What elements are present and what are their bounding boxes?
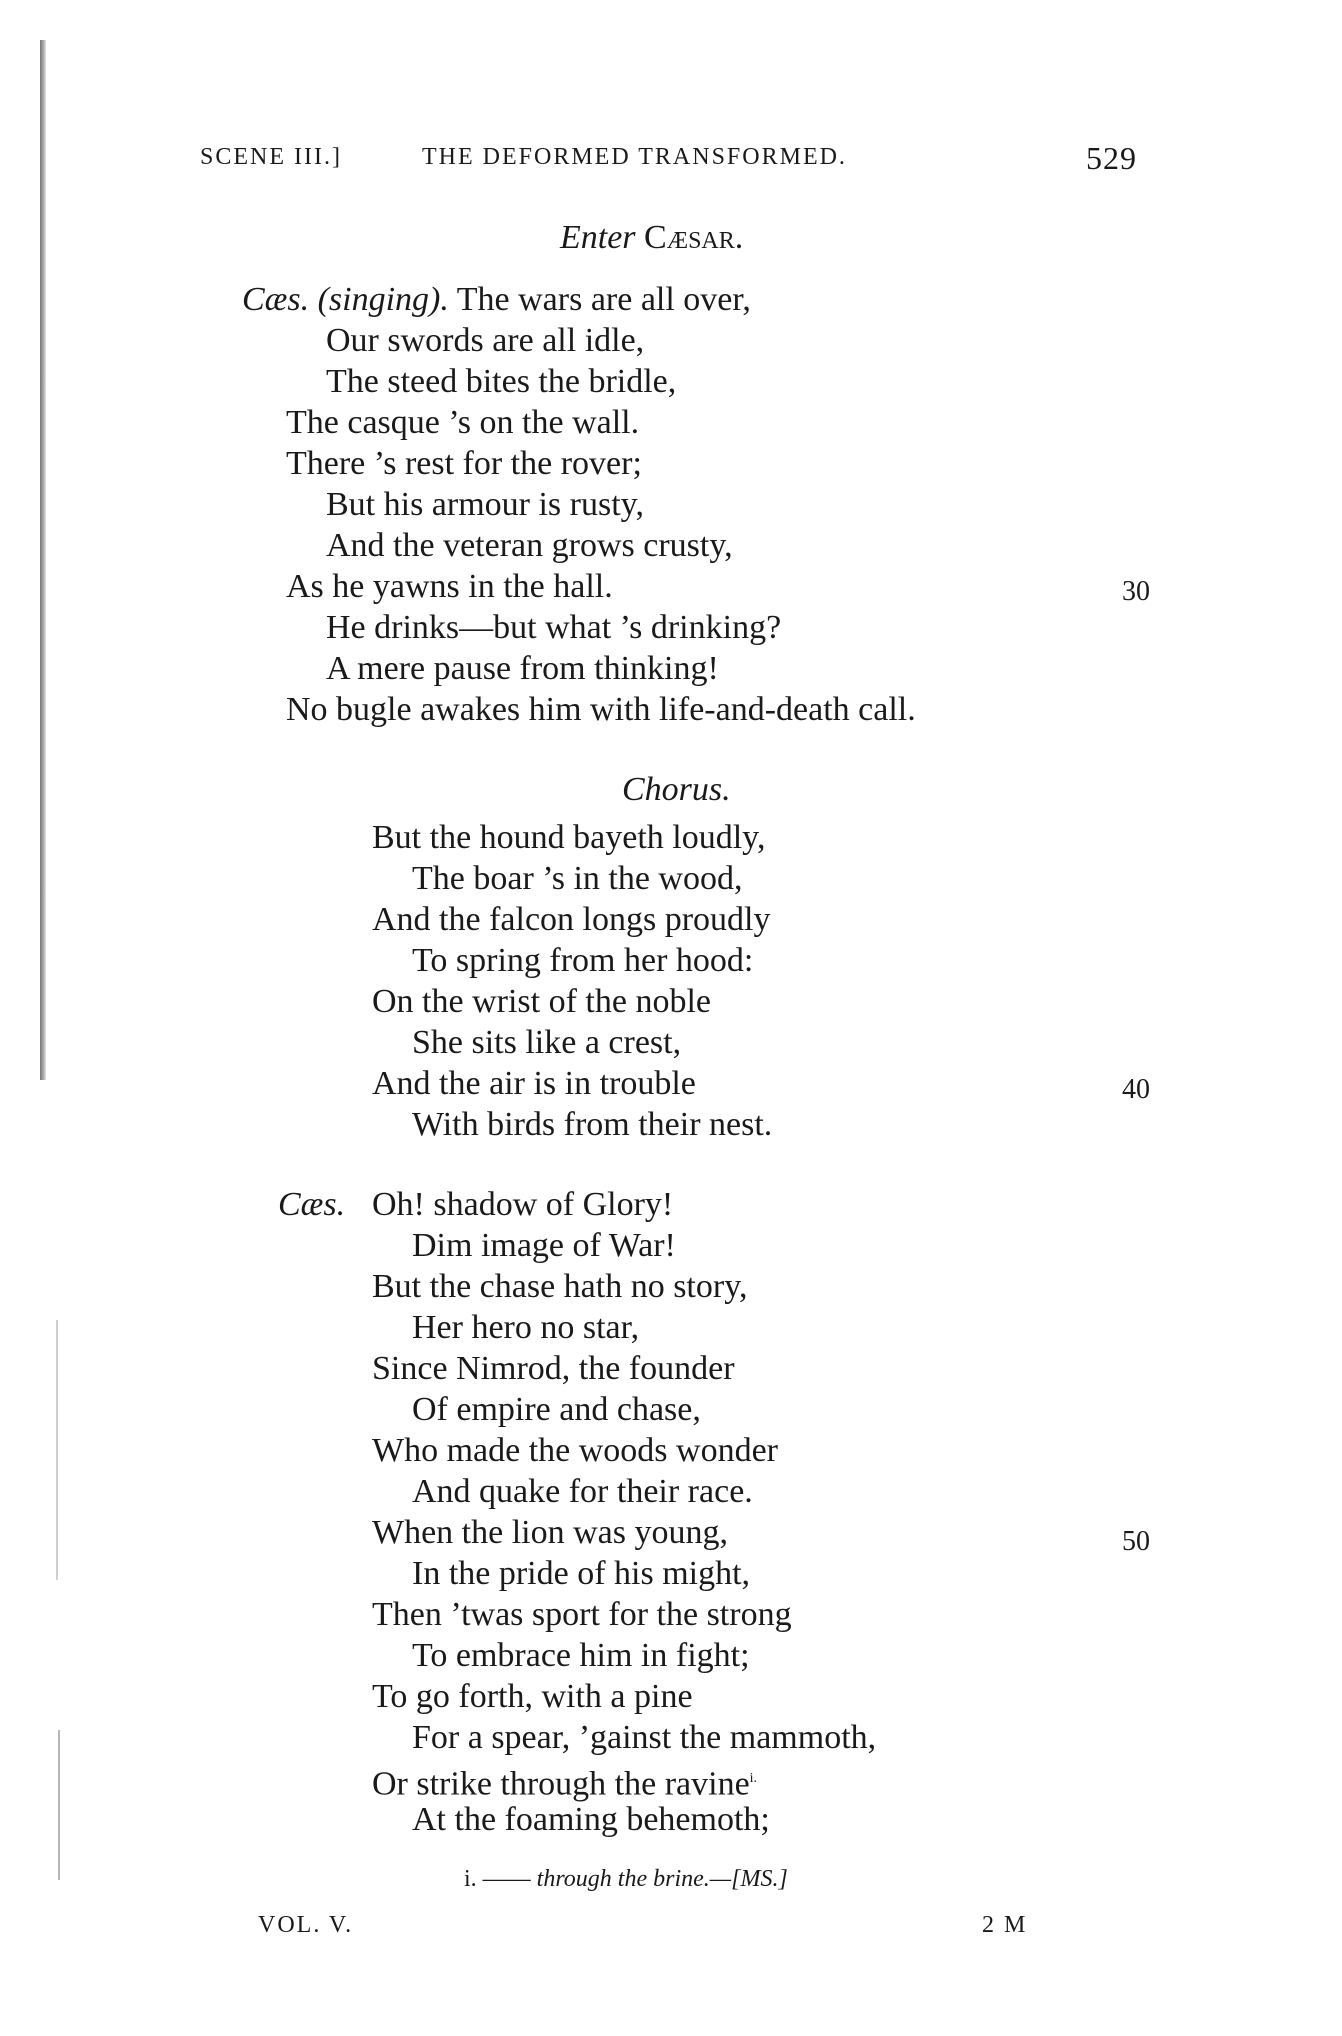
running-header bbox=[0, 140, 1342, 180]
speech1-line-6: But his armour is rusty, bbox=[326, 486, 644, 523]
speech2-line-13: To go forth, with a pine bbox=[372, 1678, 693, 1715]
footnote-source: —[MS.] bbox=[709, 1866, 788, 1892]
speech2-line-9: When the lion was young, bbox=[372, 1514, 728, 1551]
header-scene: SCENE III.] bbox=[200, 144, 342, 170]
speech1-line-4: The casque ’s on the wall. bbox=[286, 404, 640, 441]
speech1-line-11: No bugle awakes him with life-and-death call. bbox=[286, 691, 916, 728]
speech1-line-7: And the veteran grows crusty, bbox=[326, 527, 733, 564]
speech2-line-11: Then ’twas sport for the strong bbox=[372, 1596, 792, 1633]
speech1-line-2: Our swords are all idle, bbox=[326, 322, 645, 359]
speech2-line-7: Who made the woods wonder bbox=[372, 1432, 779, 1469]
speech1-line-8: As he yawns in the hall. bbox=[286, 568, 613, 605]
speech2-line-2: Dim image of War! bbox=[412, 1227, 676, 1264]
line-number-40: 40 bbox=[1122, 1074, 1150, 1105]
chorus-line-5: On the wrist of the noble bbox=[372, 983, 711, 1020]
speech2-line-16: At the foaming behemoth; bbox=[412, 1801, 770, 1838]
chorus-line-3: And the falcon longs proudly bbox=[372, 901, 771, 938]
stage-direction-verb: Enter bbox=[560, 219, 636, 256]
line-number-50: 50 bbox=[1122, 1526, 1150, 1557]
speech1-line-9: He drinks—but what ’s drinking? bbox=[326, 609, 782, 646]
speech2-line-1: Oh! shadow of Glory! bbox=[372, 1186, 674, 1223]
chorus-line-1: But the hound bayeth loudly, bbox=[372, 819, 766, 856]
chorus-line-8: With birds from their nest. bbox=[412, 1106, 773, 1143]
speech2-line-6: Of empire and chase, bbox=[412, 1391, 701, 1428]
volume-label: VOL. V. bbox=[258, 1912, 354, 1938]
speech1-line-5: There ’s rest for the rover; bbox=[286, 445, 642, 482]
speech1-line-1 bbox=[242, 280, 751, 320]
speech2-speaker: Cæs. bbox=[278, 1186, 346, 1223]
footnote bbox=[464, 1866, 788, 1893]
chorus-line-2: The boar ’s in the wood, bbox=[412, 860, 743, 897]
footnote-marker: i. bbox=[464, 1866, 477, 1892]
chorus-line-7: And the air is in trouble bbox=[372, 1065, 696, 1102]
chorus-heading: Chorus. bbox=[622, 771, 731, 808]
speech1-speaker: Cæs. bbox=[242, 281, 310, 318]
footnote-text: through the brine. bbox=[536, 1866, 710, 1892]
signature-mark: 2 M bbox=[982, 1912, 1028, 1938]
binding-shadow-lower bbox=[56, 1320, 58, 1580]
speech1-text-1: The wars are all over, bbox=[456, 281, 751, 318]
speech2-line-8: And quake for their race. bbox=[412, 1473, 753, 1510]
stage-direction bbox=[560, 218, 743, 258]
speech1-direction: (singing). bbox=[317, 281, 449, 318]
speech2-line-10: In the pride of his might, bbox=[412, 1555, 751, 1592]
binding-shadow-bottom bbox=[58, 1730, 60, 1880]
stage-direction-name: Cæsar. bbox=[644, 219, 744, 256]
footnote-dash: —— bbox=[482, 1866, 531, 1892]
chorus-line-4: To spring from her hood: bbox=[412, 942, 754, 979]
speech1-line-3: The steed bites the bridle, bbox=[326, 363, 677, 400]
speech2-line-4: Her hero no star, bbox=[412, 1309, 640, 1346]
speech2-line-14: For a spear, ’gainst the mammoth, bbox=[412, 1719, 877, 1756]
chorus-line-6: She sits like a crest, bbox=[412, 1024, 682, 1061]
page-number: 529 bbox=[1086, 140, 1137, 176]
speech2-line-12: To embrace him in fight; bbox=[412, 1637, 750, 1674]
binding-shadow bbox=[40, 40, 46, 1080]
speech2-line-15 bbox=[372, 1759, 757, 1804]
speech2-text-15: Or strike through the ravine bbox=[372, 1765, 750, 1803]
header-title: THE DEFORMED TRANSFORMED. bbox=[422, 144, 847, 170]
speech2-line-3: But the chase hath no story, bbox=[372, 1268, 748, 1305]
footnote-reference: i. bbox=[749, 1771, 758, 1786]
speech2-line-5: Since Nimrod, the founder bbox=[372, 1350, 735, 1387]
line-number-30: 30 bbox=[1122, 576, 1150, 607]
speech1-line-10: A mere pause from thinking! bbox=[326, 650, 719, 687]
